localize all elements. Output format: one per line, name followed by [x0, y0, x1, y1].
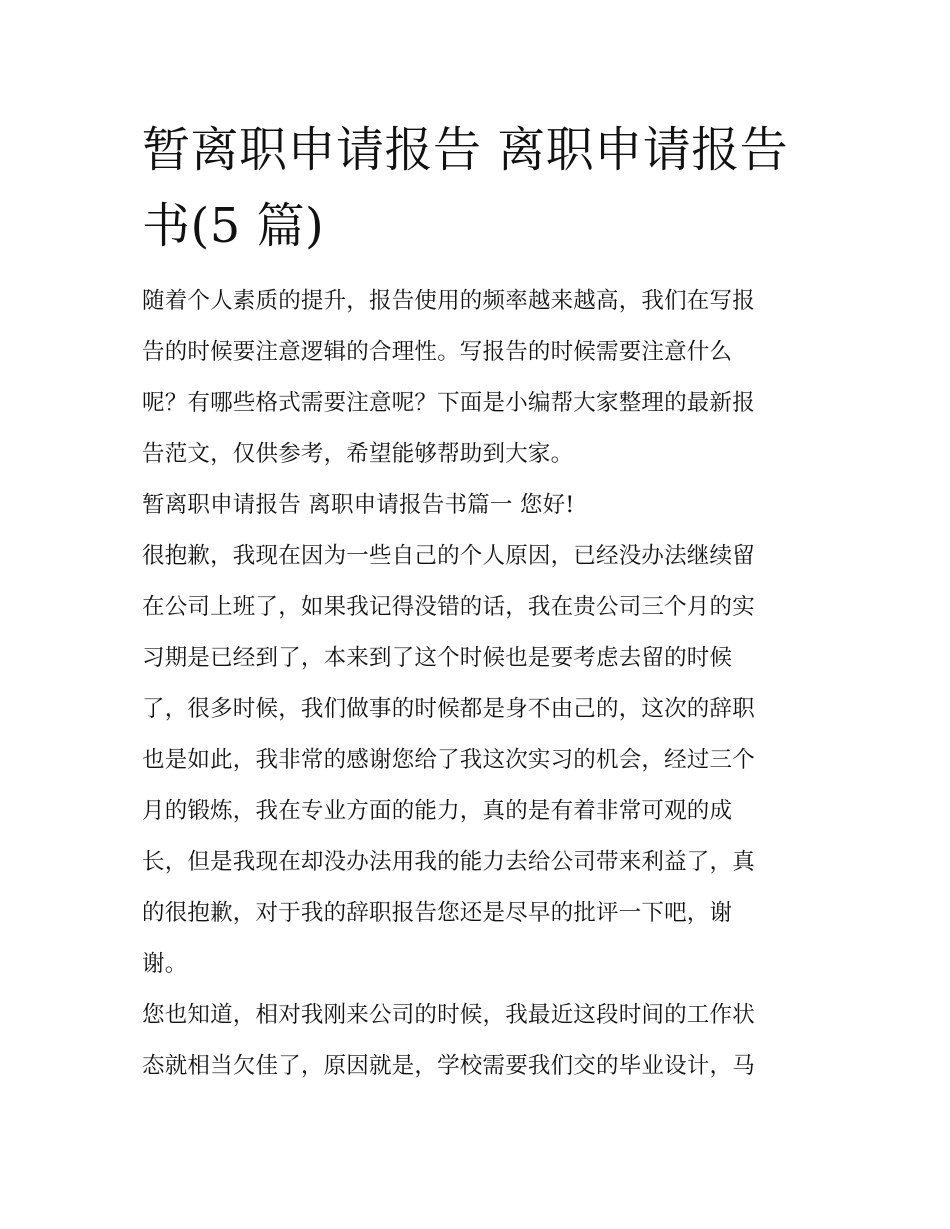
body-line: 的很抱歉，对于我的辞职报告您还是尽早的批评一下吧，谢: [142, 900, 733, 926]
document-body: [142, 276, 814, 1092]
section-heading-line: 暂离职申请报告 离职申请报告书篇一 您好!: [142, 492, 575, 518]
body-line: 在公司上班了，如果我记得没错的话，我在贵公司三个月的实: [142, 594, 755, 620]
body-line: 长，但是我现在却没办法用我的能力去给公司带来利益了，真: [142, 849, 755, 875]
document-title: [142, 112, 822, 264]
body-line: 也是如此，我非常的感谢您给了我这次实习的机会，经过三个: [142, 747, 755, 773]
body-line: 呢？有哪些格式需要注意呢？下面是小编帮大家整理的最新报: [142, 390, 755, 416]
body-line: 习期是已经到了，本来到了这个时候也是要考虑去留的时候: [142, 645, 733, 671]
body-line: 告的时候要注意逻辑的合理性。写报告的时候需要注意什么: [142, 339, 733, 365]
body-line: 随着个人素质的提升，报告使用的频率越来越高，我们在写报: [142, 288, 755, 314]
body-line: 月的锻炼，我在专业方面的能力，真的是有着非常可观的成: [142, 798, 733, 824]
title-line-1: 暂离职申请报告 离职申请报告: [142, 122, 789, 178]
body-line: 告范文，仅供参考，希望能够帮助到大家。: [142, 441, 574, 467]
body-line: 很抱歉，我现在因为一些自己的个人原因，已经没办法继续留: [142, 543, 755, 569]
title-line-2: 书(5 篇): [142, 198, 325, 254]
body-line: 您也知道，相对我刚来公司的时候，我最近这段时间的工作状: [142, 1002, 755, 1028]
body-line: 态就相当欠佳了，原因就是，学校需要我们交的毕业设计，马: [142, 1053, 755, 1079]
body-line: 了，很多时候，我们做事的时候都是身不由己的，这次的辞职: [142, 696, 755, 722]
body-line: 谢。: [142, 951, 188, 977]
